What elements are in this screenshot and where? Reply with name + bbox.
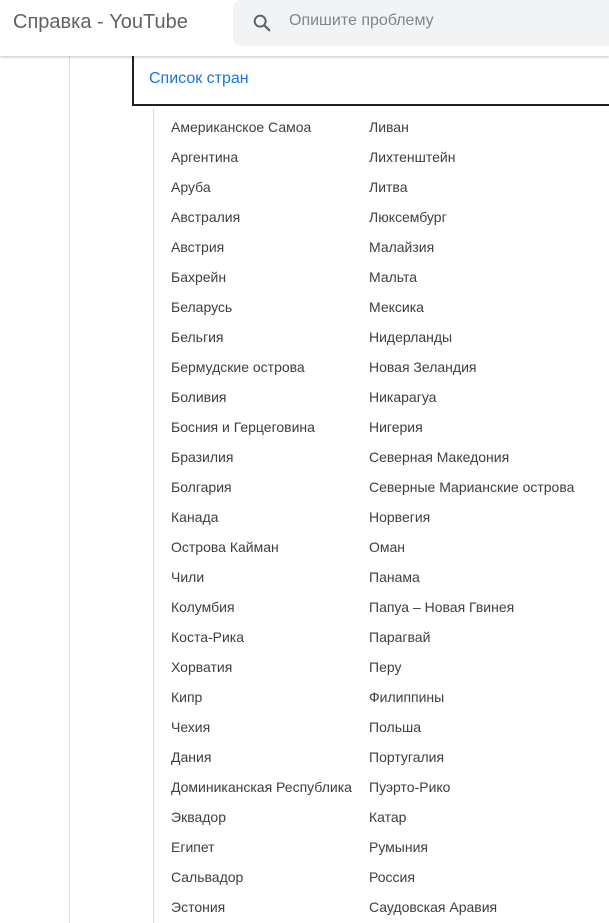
country-item: Сальвадор: [171, 869, 244, 885]
country-item: Саудовская Аравия: [369, 899, 498, 915]
country-item: Хорватия: [171, 659, 233, 675]
country-item: Пуэрто-Рико: [369, 779, 451, 795]
country-item: Дания: [171, 749, 212, 765]
country-item: Папуа – Новая Гвинея: [369, 599, 515, 615]
country-item: Эстония: [171, 899, 226, 915]
search-box[interactable]: [233, 0, 609, 46]
country-item: Россия: [369, 869, 415, 885]
country-item: Кипр: [171, 689, 203, 705]
country-item: Аргентина: [171, 149, 239, 165]
list-divider: [153, 108, 154, 923]
country-item: Аруба: [171, 179, 211, 195]
country-item: Эквадор: [171, 809, 226, 825]
country-item: Люксембург: [369, 209, 447, 225]
country-item: Никарагуа: [369, 389, 437, 405]
country-item: Мальта: [369, 269, 418, 285]
country-list-accordion[interactable]: [132, 56, 609, 106]
country-item: Северная Македония: [369, 449, 510, 465]
country-item: Нигерия: [369, 419, 423, 435]
country-item: Ливан: [369, 119, 409, 135]
app-title[interactable]: Справка - YouTube: [13, 11, 188, 33]
country-column-2: [369, 112, 574, 922]
country-item: Малайзия: [369, 239, 435, 255]
country-item: Доминиканская Республика: [171, 779, 352, 795]
country-item: Австрия: [171, 239, 225, 255]
country-item: Коста-Рика: [171, 629, 245, 645]
country-item: Катар: [369, 809, 407, 825]
content-divider: [69, 56, 70, 923]
country-item: Чехия: [171, 719, 211, 735]
country-item: Болгария: [171, 479, 232, 495]
country-item: Острова Кайман: [171, 539, 279, 555]
country-item: Американское Самоа: [171, 119, 312, 135]
country-item: Чили: [171, 569, 205, 585]
country-item: Парагвай: [369, 629, 431, 645]
country-item: Бельгия: [171, 329, 224, 345]
country-item: Норвегия: [369, 509, 431, 525]
country-item: Оман: [369, 539, 406, 555]
country-item: Мексика: [369, 299, 424, 315]
country-item: Новая Зеландия: [369, 359, 477, 375]
search-input[interactable]: [289, 12, 589, 30]
country-item: Панама: [369, 569, 420, 585]
top-header: [0, 0, 609, 56]
country-item: Колумбия: [171, 599, 235, 615]
country-column-1: [171, 112, 352, 922]
country-item: Канада: [171, 509, 219, 525]
country-item: Португалия: [369, 749, 445, 765]
country-item: Филиппины: [369, 689, 445, 705]
country-item: Боливия: [171, 389, 227, 405]
country-item: Египет: [171, 839, 215, 855]
country-item: Босния и Герцеговина: [171, 419, 315, 435]
country-item: Бермудские острова: [171, 359, 305, 375]
search-icon[interactable]: [251, 12, 273, 34]
country-item: Бахрейн: [171, 269, 227, 285]
country-item: Бразилия: [171, 449, 234, 465]
country-item: Северные Марианские острова: [369, 479, 575, 495]
country-item: Перу: [369, 659, 402, 675]
country-item: Польша: [369, 719, 422, 735]
country-item: Австралия: [171, 209, 241, 225]
country-item: Литва: [369, 179, 408, 195]
country-item: Беларусь: [171, 299, 233, 315]
country-list-title[interactable]: Список стран: [149, 70, 249, 87]
country-item: Лихтенштейн: [369, 149, 456, 165]
country-item: Румыния: [369, 839, 429, 855]
country-item: Нидерланды: [369, 329, 453, 345]
